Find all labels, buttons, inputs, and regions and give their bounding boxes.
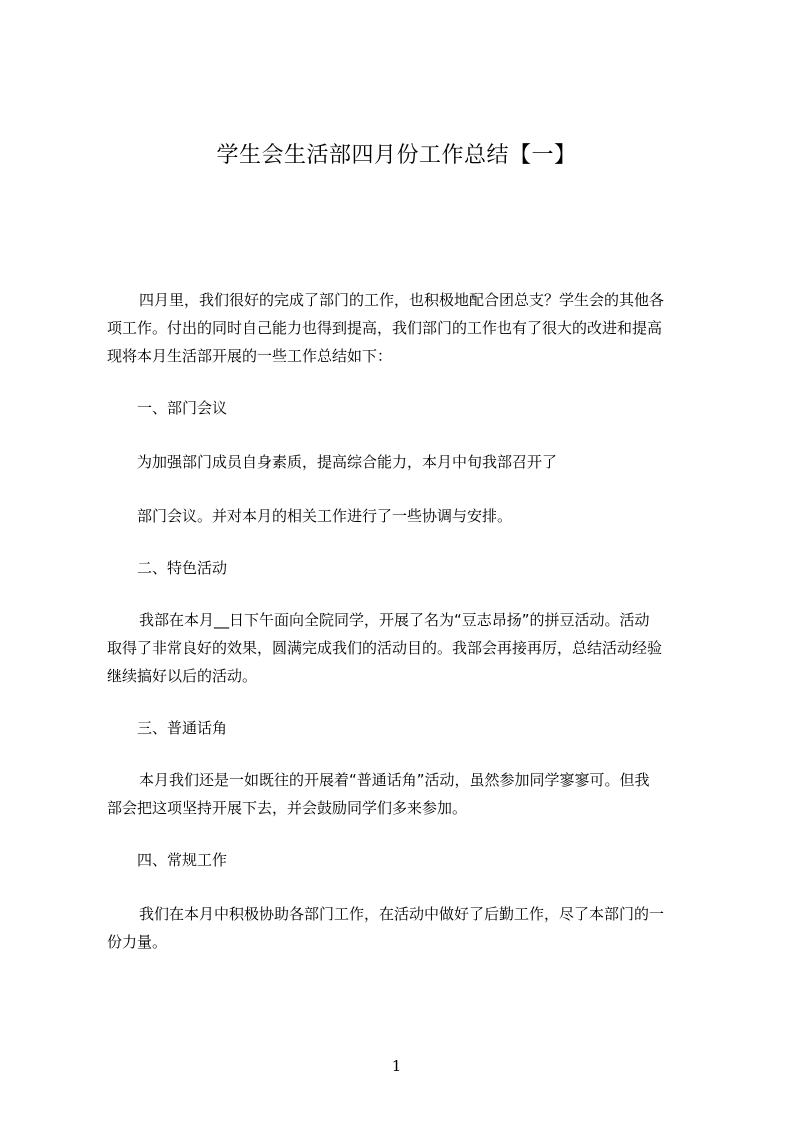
intro-paragraph xyxy=(107,286,699,370)
text-line: 份力量。 xyxy=(107,933,168,951)
section-heading-3: 三、普通话角 xyxy=(137,719,228,737)
section-heading-4: 四、常规工作 xyxy=(137,851,228,869)
text-line: 取得了非常良好的效果，圆满完成我们的活动目的。我部会再接再厉，总结活动经验 xyxy=(107,639,663,657)
section-4-paragraph xyxy=(107,900,699,956)
text-line: 我们在本月中积极协助各部门工作，在活动中做好了后勤工作，尽了本部门的一 xyxy=(139,905,665,923)
section-2-paragraph xyxy=(107,606,699,690)
section-heading-2: 二、特色活动 xyxy=(137,559,228,577)
text-line: 为加强部门成员自身素质，提高综合能力，本月中旬我部召开了 xyxy=(137,453,558,471)
text-line: 四月里，我们很好的完成了部门的工作，也积极地配合团总支？学生会的其他各 xyxy=(139,291,665,309)
document-title: 学生会生活部四月份工作总结【一】 xyxy=(216,143,577,168)
section-heading-1: 一、部门会议 xyxy=(137,399,228,417)
text-line: 项工作。付出的同时自己能力也得到提高，我们部门的工作也有了很大的改进和提高 xyxy=(107,319,663,337)
text-line: 本月我们还是一如既往的开展着“普通话角”活动，虽然参加同学寥寥可。但我 xyxy=(139,771,650,789)
text-line: 继续搞好以后的活动。 xyxy=(107,667,258,685)
page-number: 1 xyxy=(391,1057,402,1075)
section-3-paragraph xyxy=(107,766,699,822)
text-line: 部门会议。并对本月的相关工作进行了一些协调与安排。 xyxy=(137,507,513,525)
text-line: 我部在本月__日下午面向全院同学，开展了名为“豆志昂扬”的拼豆活动。活动 xyxy=(139,611,650,629)
section-1-paragraph-1 xyxy=(107,448,699,476)
text-line: 部会把这项坚持开展下去，并会鼓励同学们多来参加。 xyxy=(107,799,468,817)
section-1-paragraph-2 xyxy=(107,502,699,530)
text-line: 现将本月生活部开展的一些工作总结如下： xyxy=(107,347,393,365)
